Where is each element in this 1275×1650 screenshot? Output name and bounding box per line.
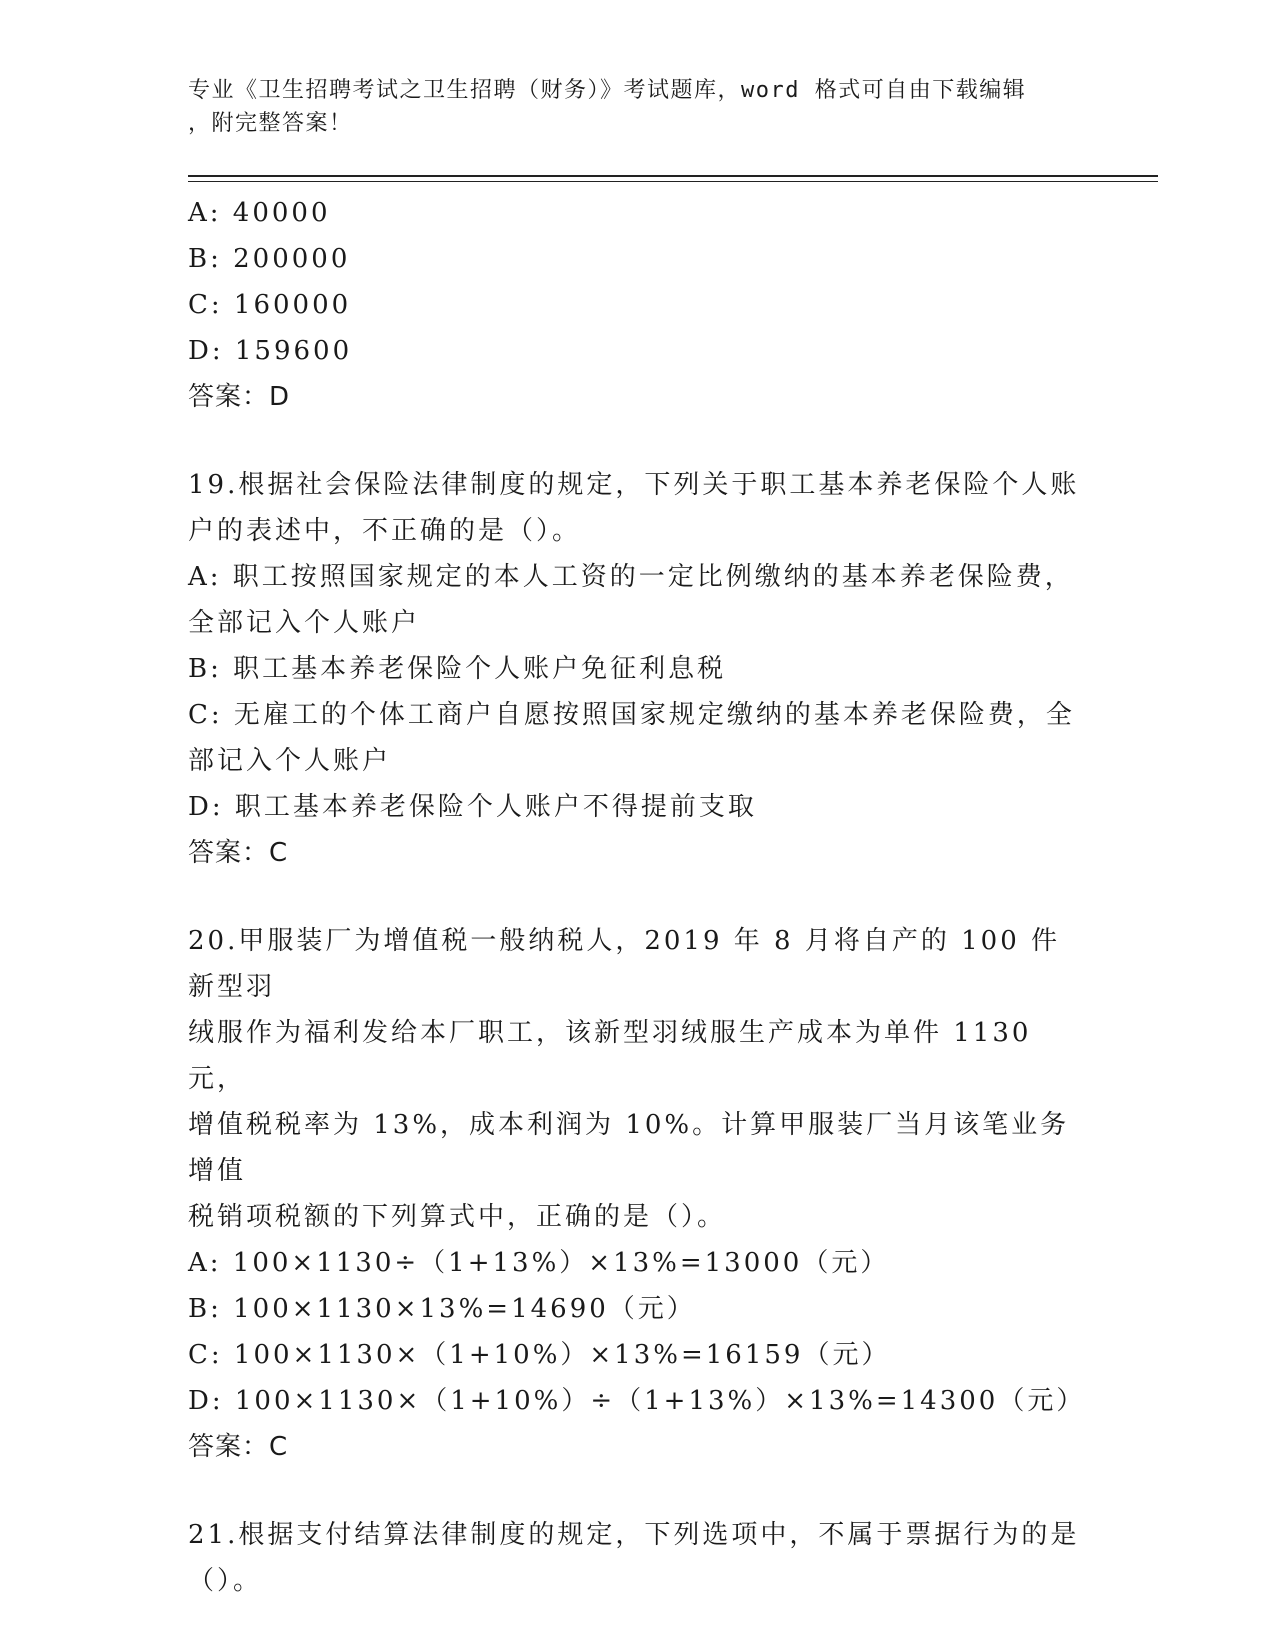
question-stem: 19.根据社会保险法律制度的规定，下列关于职工基本养老保险个人账 [188, 470, 1080, 500]
option-d: D: 159600 [188, 336, 353, 366]
answer: 答案：C [188, 1432, 289, 1462]
option-a: A: 职工按照国家规定的本人工资的一定比例缴纳的基本养老保险费， [188, 562, 1074, 592]
header-line-1: 专业《卫生招聘考试之卫生招聘（财务）》考试题库，word 格式可自由下载编辑 [188, 78, 1027, 103]
question-19 [188, 462, 1088, 876]
document-header [188, 74, 1068, 140]
option-c: C: 160000 [188, 290, 352, 320]
option-a-cont: 全部记入个人账户 [188, 608, 421, 638]
question-stem: 绒服作为福利发给本厂职工，该新型羽绒服生产成本为单件 1130 元， [188, 1018, 1043, 1094]
answer: 答案：D [188, 382, 291, 412]
header-line-2: ，附完整答案！ [188, 111, 353, 136]
header-divider-thin [188, 181, 1158, 182]
question-stem: 20.甲服装厂为增值税一般纳税人，2019 年 8 月将自产的 100 件新型羽 [188, 926, 1061, 1002]
option-b: B: 100×1130×13%=14690（元） [188, 1294, 696, 1324]
option-d: D: 100×1130×（1+10%）÷（1+13%）×13%=14300（元） [188, 1386, 1086, 1416]
option-c: C: 100×1130×（1+10%）×13%=16159（元） [188, 1340, 891, 1370]
option-c: C: 无雇工的个体工商户自愿按照国家规定缴纳的基本养老保险费，全 [188, 700, 1075, 730]
question-20 [188, 918, 1088, 1470]
option-d: D: 职工基本养老保险个人账户不得提前支取 [188, 792, 757, 822]
option-b: B: 200000 [188, 244, 351, 274]
option-a: A: 40000 [188, 198, 331, 228]
answer: 答案：C [188, 838, 289, 868]
document-body [188, 190, 1088, 1604]
option-c-cont: 部记入个人账户 [188, 746, 392, 776]
question-21 [188, 1512, 1088, 1604]
option-a: A: 100×1130÷（1+13%）×13%=13000（元） [188, 1248, 890, 1278]
question-stem: 增值税税率为 13%，成本利润为 10%。计算甲服装厂当月该笔业务增值 [188, 1110, 1070, 1186]
question-stem: 户的表述中，不正确的是（）。 [188, 516, 582, 546]
header-divider-thick [188, 175, 1158, 177]
question-stem: 税销项税额的下列算式中，正确的是（）。 [188, 1202, 727, 1232]
question-stem: 21.根据支付结算法律制度的规定，下列选项中，不属于票据行为的是 [188, 1520, 1080, 1550]
question-18-fragment [188, 190, 1088, 420]
option-b: B: 职工基本养老保险个人账户免征利息税 [188, 654, 727, 684]
question-stem: （）。 [188, 1566, 263, 1596]
